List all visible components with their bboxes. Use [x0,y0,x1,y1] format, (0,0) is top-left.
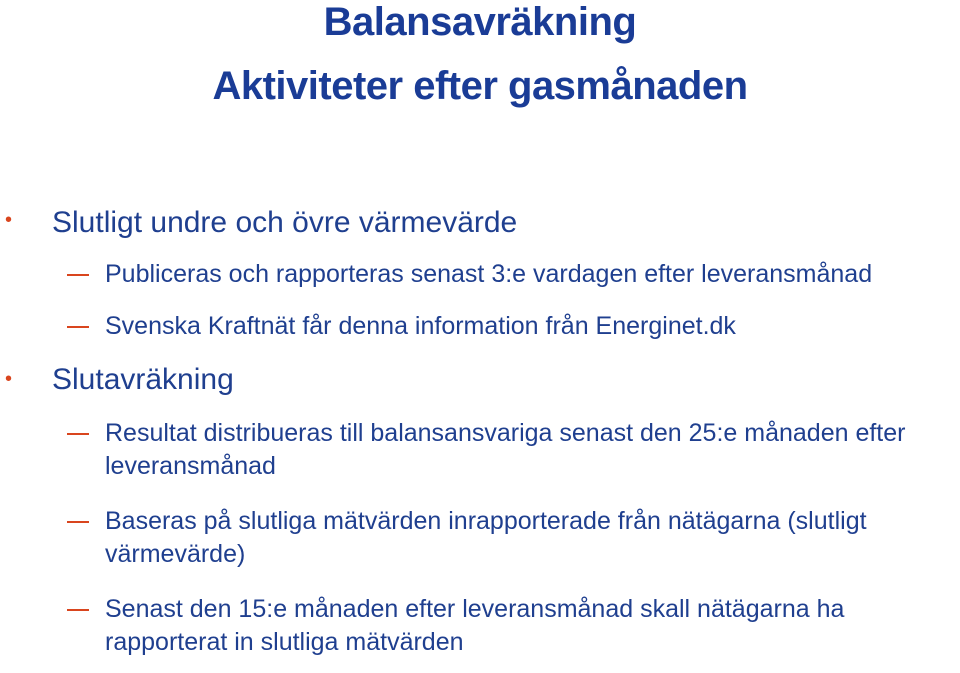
bullet-2-text: Slutavräkning [52,363,234,396]
bullet-2-sub-1: Resultat distribueras till balansansvariga senast den 25:e månaden efter leveransmånad [105,419,906,480]
title-line-1: Balansavräkning [323,0,637,44]
sub-bullet-dash-icon [67,433,89,435]
sub-bullet-dash-icon [67,521,89,523]
sub-bullet-dash-icon [67,326,89,328]
bullet-1-sub-2: Svenska Kraftnät får denna information från Energinet.dk [105,312,736,340]
bullet-2-sub-2: Baseras på slutliga mätvärden inrapporterade från nätägarna (slutligt värmevärde) [105,507,867,568]
bullet-dot-icon: • [5,368,13,390]
bullet-2-sub-3: Senast den 15:e månaden efter leveransmånad skall nätägarna ha rapporterat in slutliga mätvärden [105,595,845,656]
bullet-1-text: Slutligt undre och övre värmevärde [52,206,518,239]
sub-bullet-dash-icon [67,609,89,611]
sub-bullet-dash-icon [67,274,89,276]
bullet-1-sub-1: Publiceras och rapporteras senast 3:e vardagen efter leveransmånad [105,260,873,288]
title-line-2: Aktiviteter efter gasmånaden [212,64,748,108]
bullet-dot-icon: • [5,209,13,231]
